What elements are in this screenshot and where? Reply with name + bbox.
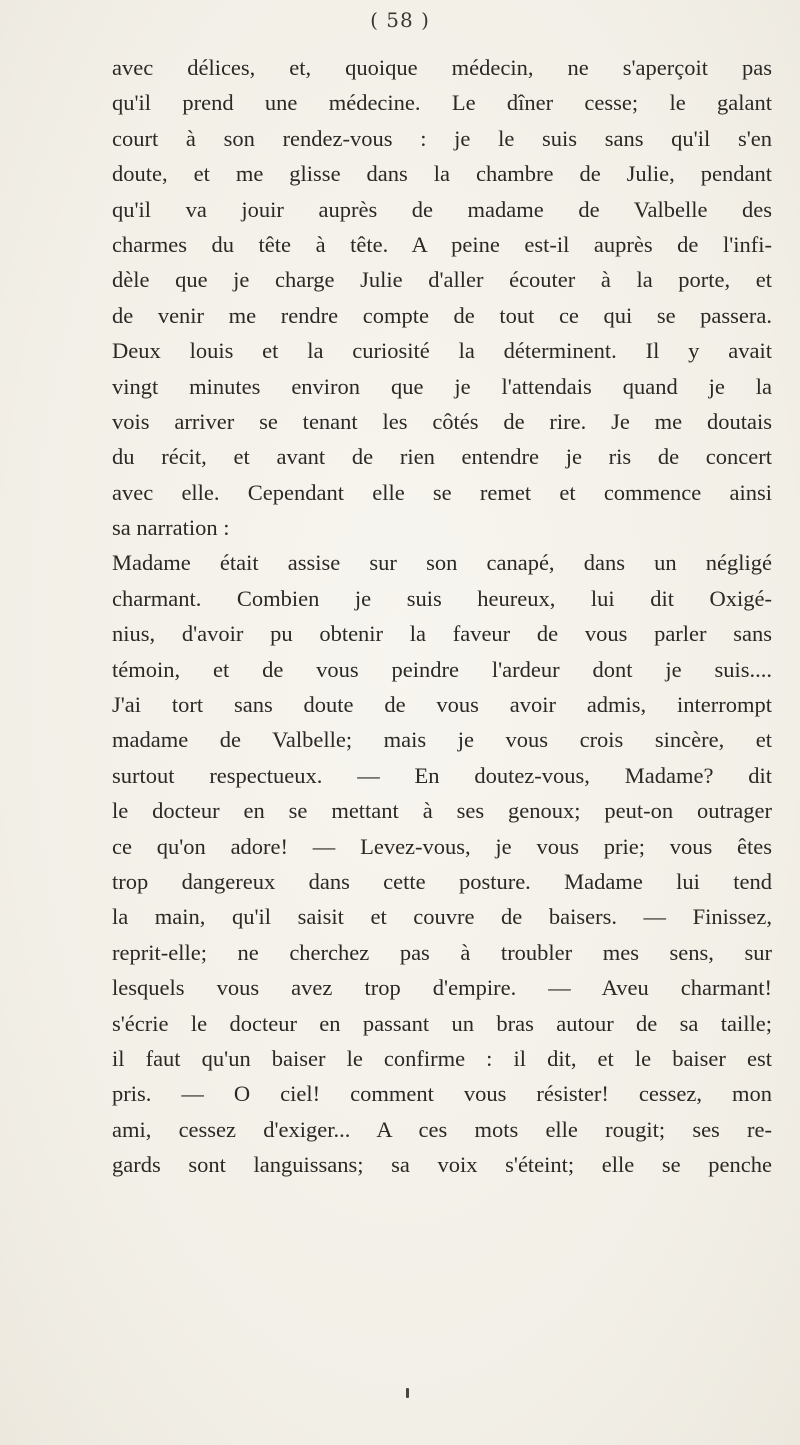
text-line: charmant. Combien je suis heureux, lui dit Oxigé- — [112, 585, 772, 611]
text-line: Madame était assise sur son canapé, dans un négligé — [112, 550, 772, 576]
text-line: vois arriver se tenant les côtés de rire. Je me doutais — [112, 408, 772, 434]
text-line: Deux louis et la curiosité la déterminent. Il y avait — [112, 338, 772, 364]
text-line: ce qu'on adore! — Levez-vous, je vous prie; vous êtes — [112, 833, 772, 859]
text-line: avec délices, et, quoique médecin, ne s'aperçoit pas — [112, 55, 772, 80]
text-line: J'ai tort sans doute de vous avoir admis, interrompt — [112, 692, 772, 718]
text-line: la main, qu'il saisit et couvre de baisers. — Finissez, — [112, 904, 772, 930]
text-line: reprit-elle; ne cherchez pas à troubler mes sens, sur — [112, 939, 772, 965]
text-line: de venir me rendre compte de tout ce qui se passera. — [112, 302, 772, 328]
text-line: pris. — O ciel! comment vous résister! cessez, mon — [112, 1081, 772, 1107]
text-line: doute, et me glisse dans la chambre de Julie, pendant — [112, 161, 772, 187]
body-text — [112, 50, 772, 1183]
text-line: court à son rendez-vous : je le suis sans qu'il s'en — [112, 125, 772, 151]
text-line: le docteur en se mettant à ses genoux; peut-on outrager — [112, 798, 772, 824]
text-line: il faut qu'un baiser le confirme : il dit, et le baiser est — [112, 1045, 772, 1071]
text-line: dèle que je charge Julie d'aller écouter à la porte, et — [112, 267, 772, 293]
page-number: ( 58 ) — [370, 8, 430, 32]
text-line: s'écrie le docteur en passant un bras autour de sa taille; — [112, 1010, 772, 1036]
text-line: témoin, et de vous peindre l'ardeur dont je suis.... — [112, 656, 772, 682]
text-line: lesquels vous avez trop d'empire. — Aveu charmant! — [112, 975, 772, 1001]
ink-speck — [406, 1388, 409, 1398]
text-line: madame de Valbelle; mais je vous crois sincère, et — [112, 727, 772, 753]
text-line: surtout respectueux. — En doutez-vous, Madame? dit — [112, 762, 772, 788]
text-line: nius, d'avoir pu obtenir la faveur de vous parler sans — [112, 621, 772, 647]
text-line: qu'il va jouir auprès de madame de Valbelle des — [112, 196, 772, 222]
text-line: ami, cessez d'exiger... A ces mots elle rougit; ses re- — [112, 1116, 772, 1142]
text-line: trop dangereux dans cette posture. Madame lui tend — [112, 868, 772, 894]
text-line: gards sont languissans; sa voix s'éteint; elle se penche — [112, 1152, 772, 1178]
text-line: sa narration : — [112, 515, 230, 541]
text-line: vingt minutes environ que je l'attendais quand je la — [112, 373, 772, 399]
text-line: du récit, et avant de rien entendre je ris de concert — [112, 444, 772, 470]
text-line: avec elle. Cependant elle se remet et commence ainsi — [112, 479, 772, 505]
text-line: qu'il prend une médecine. Le dîner cesse; le galant — [112, 90, 772, 116]
text-line: charmes du tête à tête. A peine est-il auprès de l'infi- — [112, 231, 772, 257]
